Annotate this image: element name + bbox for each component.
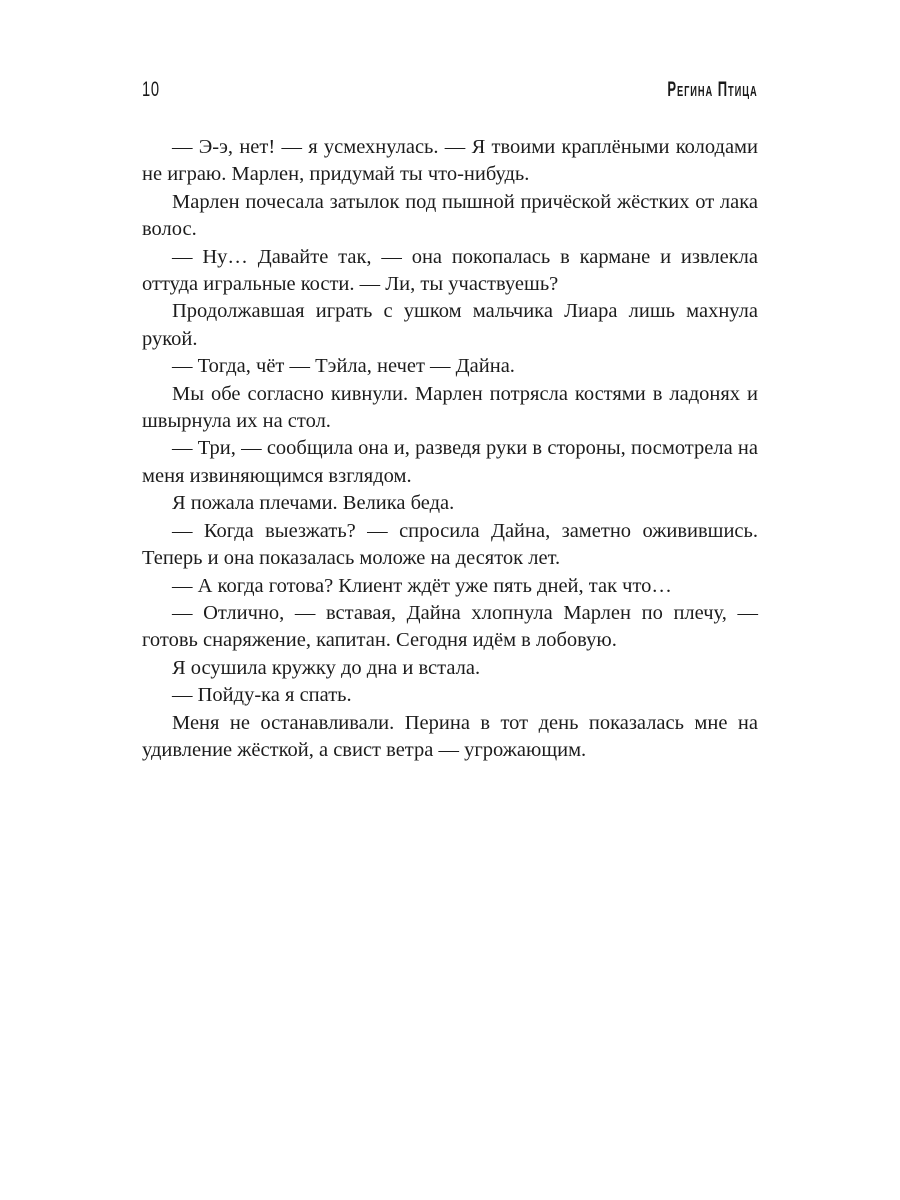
paragraph: — Когда выезжать? — спросила Дайна, заметно оживившись. Теперь и она показалась моложе на десяток лет. bbox=[142, 519, 758, 570]
paragraph: — Ну… Давайте так, — она покопалась в кармане и извлекла оттуда игральные кости. — Ли, ты участвуешь? bbox=[142, 245, 758, 296]
paragraph: Меня не останавливали. Перина в тот день показалась мне на удивление жёсткой, а свист ветра — угрожающим. bbox=[142, 711, 758, 761]
paragraph: Я осушила кружку до дна и встала. bbox=[172, 656, 481, 679]
paragraph: Марлен почесала затылок под пышной причёской жёстких от лака волос. bbox=[142, 190, 758, 241]
paragraph: — Пойду-ка я спать. bbox=[172, 684, 352, 707]
paragraph: Я пожала плечами. Велика беда. bbox=[172, 492, 455, 515]
paragraph: — А когда готова? Клиент ждёт уже пять дней, так что… bbox=[172, 574, 672, 597]
paragraph: — Три, — сообщила она и, разведя руки в стороны, посмотрела на меня извиняющимся взглядом. bbox=[142, 437, 758, 487]
paragraph: — Э-э, нет! — я усмехнулась. — Я твоими краплёными колодами не играю. Марлен, придумай ты что-нибудь. bbox=[142, 136, 758, 186]
paragraph: — Тогда, чёт — Тэйла, нечет — Дайна. bbox=[172, 355, 515, 378]
paragraph: — Отлично, — вставая, Дайна хлопнула Марлен по плечу, — готовь снаряжение, капитан. Сегодня идём в лобовую. bbox=[142, 601, 758, 652]
author-name: Регина Птица bbox=[667, 78, 758, 101]
paragraph: Продолжавшая играть с ушком мальчика Лиара лишь махнула рукой. bbox=[142, 300, 758, 350]
running-head bbox=[142, 78, 758, 108]
paragraph: Мы обе согласно кивнули. Марлен потрясла костями в ладонях и швырнула их на стол. bbox=[142, 382, 758, 433]
page-number: 10 bbox=[142, 78, 160, 101]
body-text bbox=[142, 134, 758, 764]
